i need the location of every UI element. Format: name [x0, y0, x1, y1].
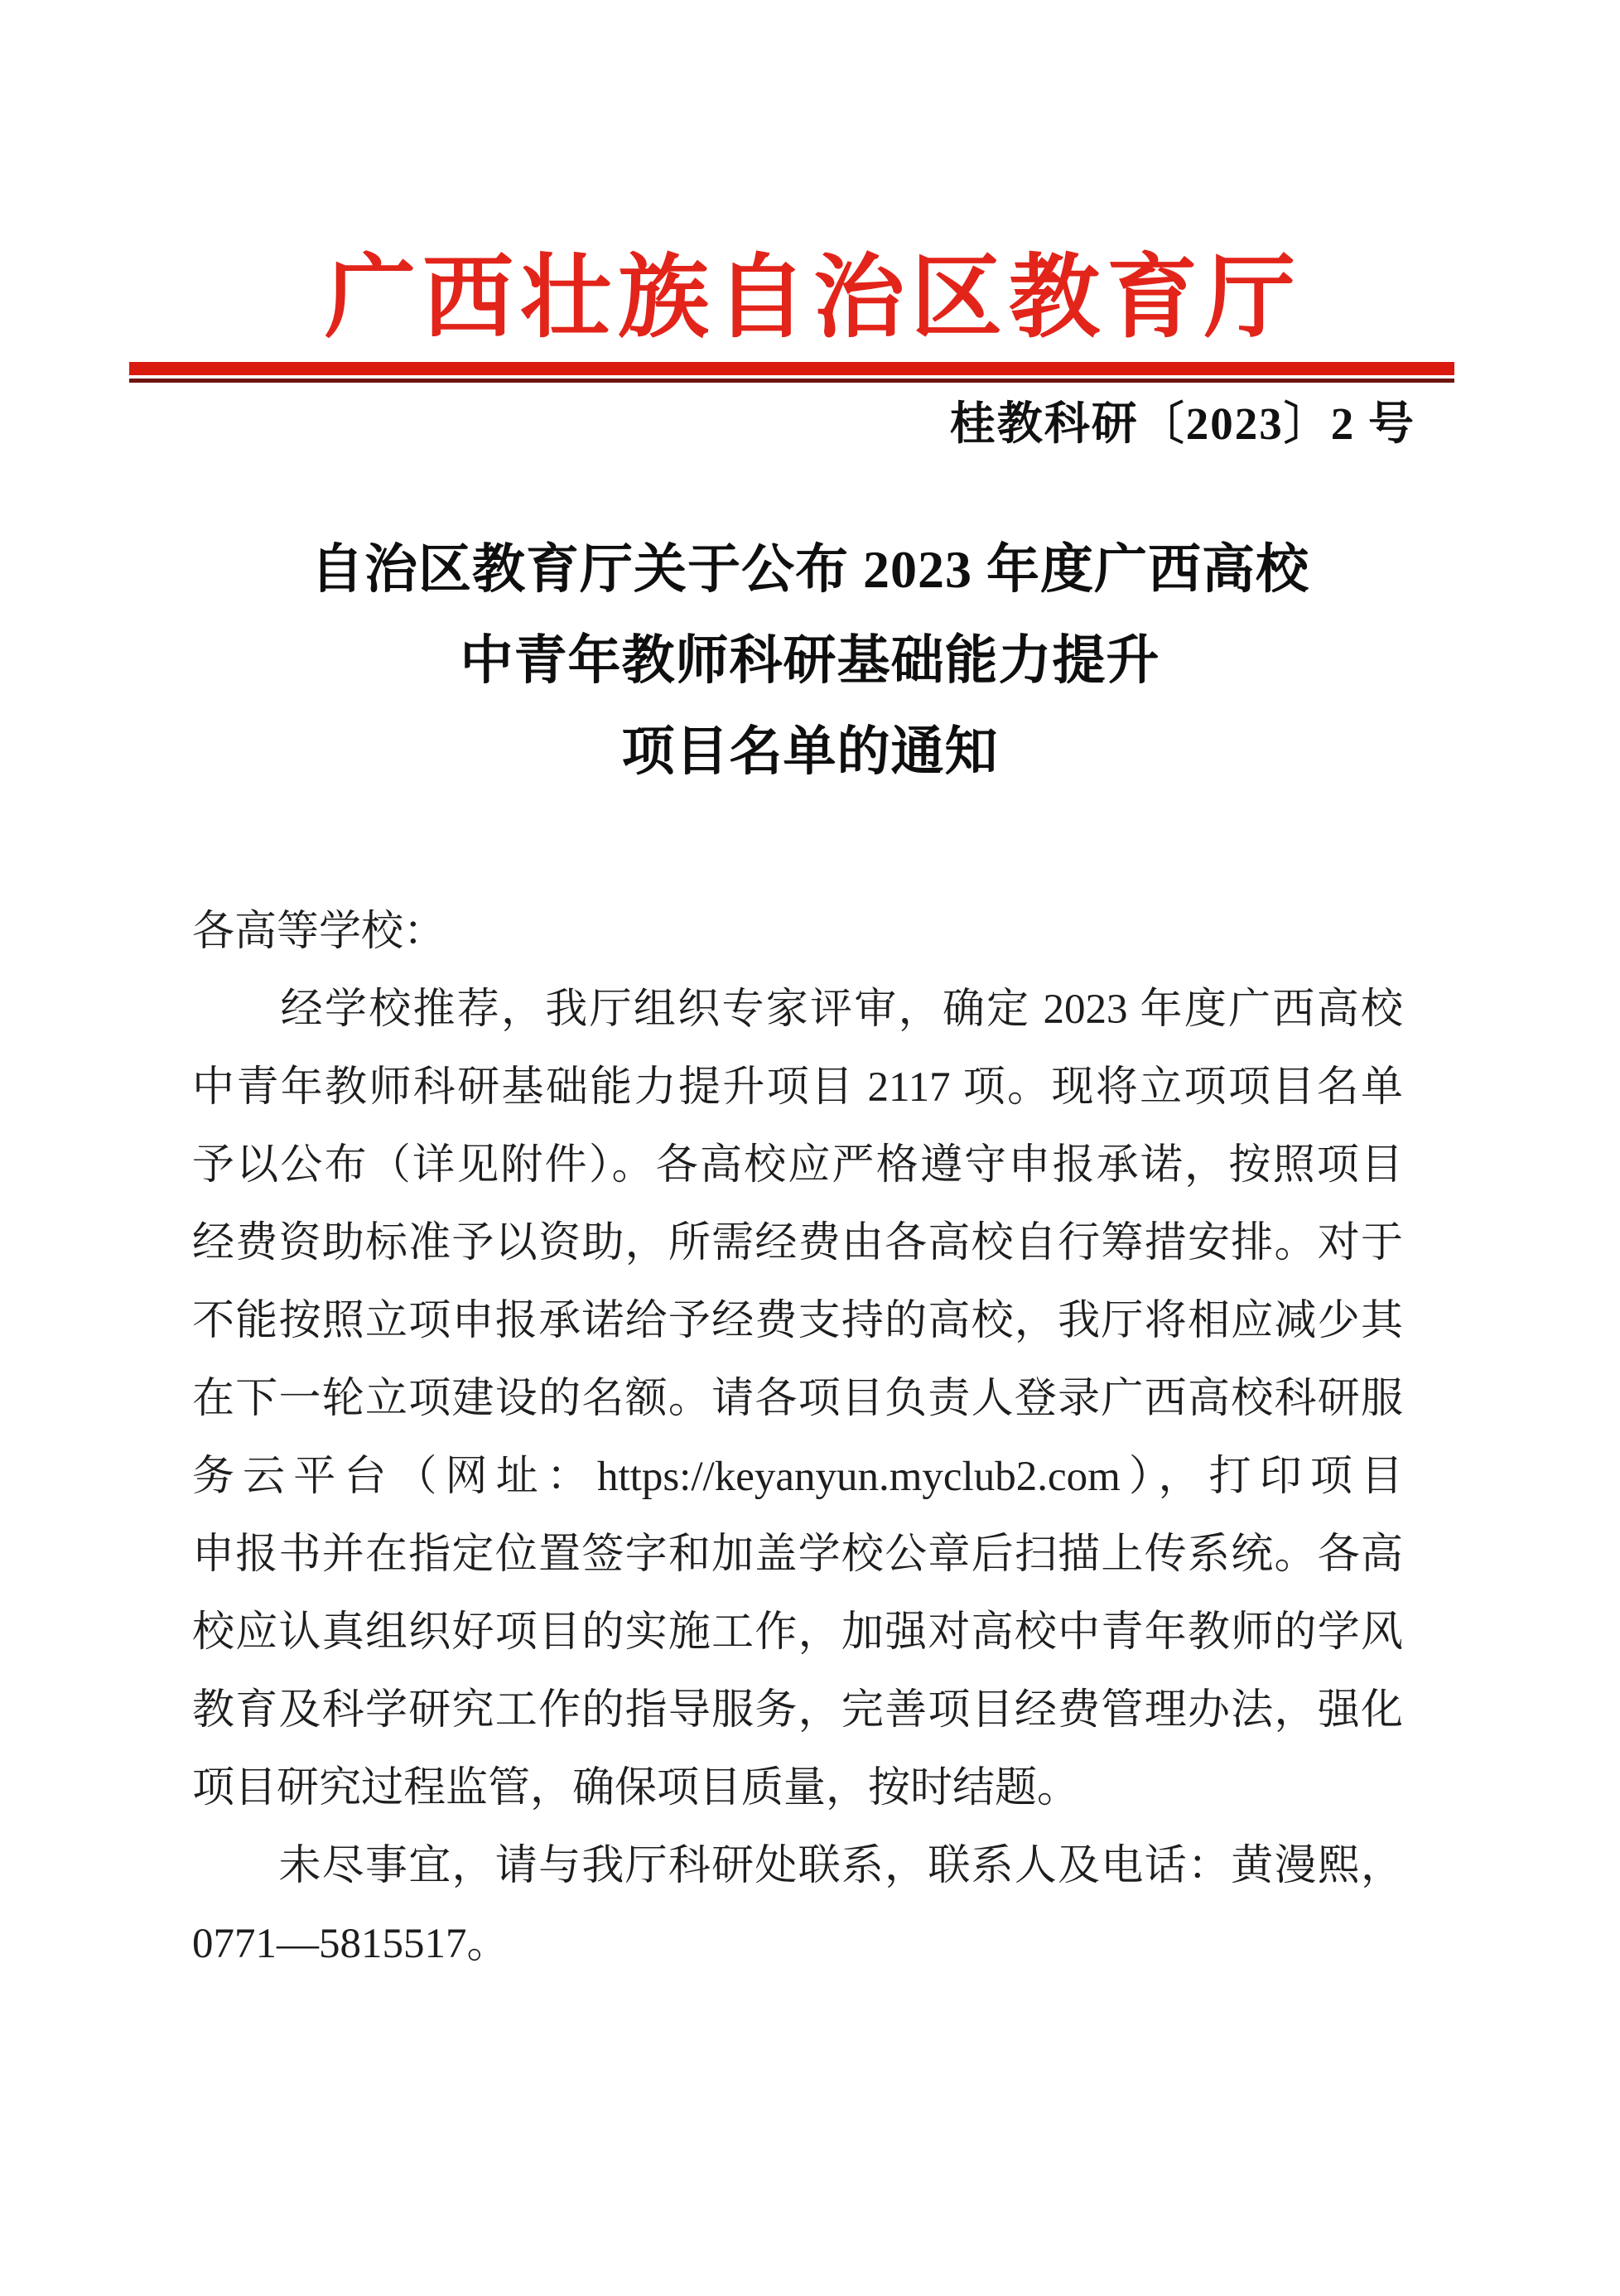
document-number: 桂教科研〔2023〕2 号: [949, 398, 1415, 449]
body-line: 不能按照立项申报承诺给予经费支持的高校，我厅将相应减少其: [192, 1298, 1403, 1344]
notice-title: [0, 524, 1620, 798]
body-line: 经学校推荐，我厅组织专家评审，确定 2023 年度广西高校: [192, 986, 1403, 1033]
letterhead-rule-thick: [129, 362, 1454, 375]
body-line: 各高等学校：: [192, 909, 446, 955]
notice-title-line: 中青年教师科研基础能力提升: [460, 631, 1160, 690]
notice-title-line: 项目名单的通知: [621, 722, 999, 781]
body-line: 在下一轮立项建设的名额。请各项目负责人登录广西高校科研服: [192, 1376, 1403, 1422]
body-line: 教育及科学研究工作的指导服务，完善项目经费管理办法，强化: [192, 1687, 1403, 1734]
body-line: 项目研究过程监管，确保项目质量，按时结题。: [192, 1765, 1080, 1811]
body-line: 中青年教师科研基础能力提升项目 2117 项。现将立项项目名单: [192, 1064, 1403, 1111]
notice-title-line: 自治区教育厅关于公布 2023 年度广西高校: [311, 540, 1309, 599]
body-line: 务云平台（网址：https://keyanyun.myclub2.com），打印项目: [192, 1454, 1403, 1500]
body-line: 未尽事宜，请与我厅科研处联系，联系人及电话：黄漫熙，: [192, 1843, 1403, 1889]
agency-letterhead: 广西壮族自治区教育厅: [325, 248, 1302, 349]
body-line: 经费资助标准予以资助，所需经费由各高校自行筹措安排。对于: [192, 1220, 1403, 1266]
body-line: 申报书并在指定位置签字和加盖学校公章后扫描上传系统。各高: [192, 1531, 1403, 1578]
body-line: 0771—5815517。: [192, 1921, 509, 1967]
notice-body: [192, 893, 1403, 1983]
body-line: 予以公布（详见附件）。各高校应严格遵守申报承诺，按照项目: [192, 1142, 1403, 1189]
letterhead-rule: [129, 362, 1454, 383]
letterhead-rule-thin: [129, 379, 1454, 383]
body-line: 校应认真组织好项目的实施工作，加强对高校中青年教师的学风: [192, 1609, 1403, 1656]
